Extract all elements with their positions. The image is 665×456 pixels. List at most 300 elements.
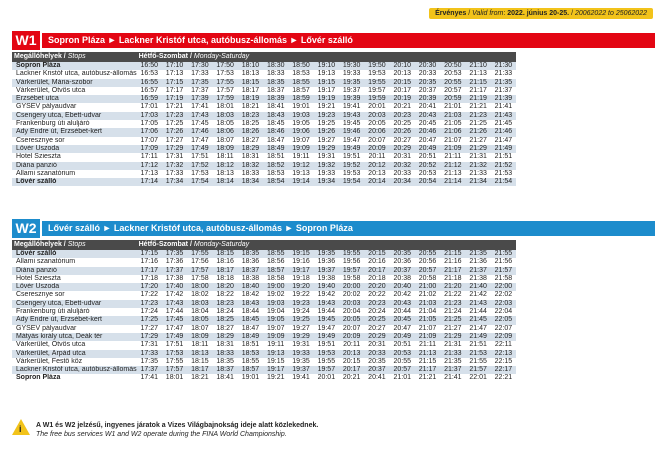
departure-time: 19:45 [314, 316, 339, 324]
departure-time: 20:05 [368, 120, 386, 128]
stop-name: GYSEV pályaudvar [16, 324, 77, 332]
note-line-en: The free bus services W1 and W2 operate during the FINA World Championship. [36, 431, 287, 438]
departure-time: 21:24 [444, 308, 462, 316]
departure-time: 18:51 [241, 341, 260, 349]
departure-time: 19:17 [263, 366, 288, 374]
table-row [12, 291, 516, 299]
departure-time: 19:17 [317, 86, 336, 94]
departure-time: 17:29 [162, 145, 187, 153]
departure-time: 19:24 [292, 308, 310, 316]
departure-time: 19:55 [364, 79, 389, 87]
departure-time: 19:41 [342, 103, 361, 111]
departure-time: 17:59 [213, 95, 238, 103]
departure-time: 18:54 [263, 178, 288, 186]
departure-time: 20:50 [440, 62, 465, 70]
departure-time: 18:32 [238, 162, 263, 170]
departure-time: 17:42 [165, 291, 184, 299]
departure-time: 20:15 [364, 250, 389, 258]
departure-time: 21:29 [440, 333, 465, 341]
departure-time: 18:49 [263, 145, 288, 153]
departure-time: 17:44 [165, 308, 184, 316]
departure-time: 18:35 [216, 357, 234, 365]
departure-time: 19:15 [288, 250, 313, 258]
table-row [12, 333, 516, 341]
departure-time: 18:15 [191, 357, 209, 365]
departure-time: 19:29 [288, 333, 313, 341]
departure-time: 20:03 [339, 300, 364, 308]
table-row [12, 112, 516, 120]
departure-time: 20:37 [418, 86, 437, 94]
departure-time: 19:55 [339, 250, 364, 258]
departure-time: 17:36 [165, 258, 184, 266]
departure-time: 18:27 [241, 136, 260, 144]
table-row [12, 258, 516, 266]
departure-time: 18:14 [213, 178, 238, 186]
departure-time: 18:16 [216, 258, 234, 266]
departure-time: 22:05 [491, 316, 516, 324]
departure-time: 19:55 [317, 357, 336, 365]
departure-time: 19:19 [314, 95, 339, 103]
departure-time: 21:06 [440, 128, 465, 136]
stop-name: GYSEV pályaudvar [16, 103, 77, 111]
departure-time: 18:42 [241, 291, 260, 299]
departure-time: 18:33 [241, 169, 260, 177]
departure-time: 21:39 [491, 95, 516, 103]
departure-time: 20:24 [368, 308, 386, 316]
departure-time: 17:15 [162, 79, 187, 87]
departure-time: 19:43 [339, 112, 364, 120]
departure-time: 17:25 [165, 120, 184, 128]
table-row [12, 103, 516, 111]
departure-time: 17:40 [162, 283, 187, 291]
departure-time: 18:09 [187, 333, 212, 341]
stop-name: Várkerület, Festő köz [16, 357, 83, 365]
departure-time: 18:57 [292, 86, 310, 94]
departure-time: 17:22 [140, 291, 159, 299]
departure-time: 21:35 [465, 250, 490, 258]
departure-time: 22:00 [491, 283, 516, 291]
departure-time: 20:42 [393, 291, 411, 299]
stop-name: Frankenburg úti aluljáró [16, 308, 90, 316]
departure-time: 17:57 [187, 267, 212, 275]
stop-name: Várkerület, Árpád utca [12, 350, 137, 358]
departure-time: 20:53 [444, 70, 462, 78]
departure-time: 18:24 [216, 308, 234, 316]
departure-time: 21:11 [444, 153, 462, 161]
departure-time: 20:55 [393, 357, 411, 365]
departure-time: 17:49 [162, 333, 187, 341]
table-row [12, 70, 516, 78]
departure-time: 17:58 [191, 274, 209, 282]
departure-time: 18:26 [238, 128, 263, 136]
departure-time: 21:15 [440, 250, 465, 258]
departure-time: 21:33 [494, 70, 513, 78]
departure-time: 20:46 [415, 128, 440, 136]
stop-name: Hotel Sziesztа [16, 274, 61, 282]
departure-time: 20:35 [368, 357, 386, 365]
departure-time: 18:45 [238, 316, 263, 324]
departure-time: 17:17 [165, 86, 184, 94]
stop-name: Frankenburg úti aluljáró [16, 120, 90, 128]
departure-time: 20:35 [390, 250, 415, 258]
departure-time: 20:55 [415, 250, 440, 258]
departure-time: 18:15 [238, 79, 263, 87]
departure-time: 17:53 [216, 70, 234, 78]
departure-time: 21:07 [418, 324, 437, 332]
departure-time: 20:02 [342, 291, 361, 299]
departure-time: 18:21 [191, 374, 209, 382]
note-line-hu: A W1 és W2 jelzésű, ingyenes járatok a Vizes Világbajnokság ideje alatt közlekednek. [36, 422, 319, 429]
departure-time: 20:09 [364, 145, 389, 153]
departure-time: 22:03 [491, 300, 516, 308]
departure-time: 21:16 [444, 258, 462, 266]
departure-time: 20:09 [339, 333, 364, 341]
departure-time: 18:09 [213, 145, 238, 153]
departure-time: 20:39 [415, 95, 440, 103]
departure-time: 22:01 [469, 374, 487, 382]
stop-name: Erzsébet utca [12, 95, 137, 103]
departure-time: 22:04 [494, 308, 513, 316]
table-row [12, 162, 516, 170]
departure-time: 18:41 [266, 103, 285, 111]
departure-time: 18:41 [216, 374, 234, 382]
departure-time: 20:29 [390, 145, 415, 153]
departure-time: 17:29 [137, 333, 162, 341]
departure-time: 18:29 [213, 333, 238, 341]
w2-stops-header: Megállóhelyek / Stops [12, 240, 137, 250]
departure-time: 17:30 [187, 62, 212, 70]
departure-time: 19:57 [314, 366, 339, 374]
departure-time: 21:35 [491, 79, 516, 87]
departure-time: 20:04 [342, 308, 361, 316]
departure-time: 21:47 [494, 136, 513, 144]
departure-time: 21:34 [465, 178, 490, 186]
table-row [12, 275, 516, 283]
departure-time: 18:01 [165, 374, 184, 382]
departure-time: 18:45 [266, 120, 285, 128]
departure-time: 21:21 [469, 103, 487, 111]
departure-time: 19:13 [292, 169, 310, 177]
departure-time: 19:37 [314, 267, 339, 275]
validity-range: 20062022 to 25062022 [574, 10, 647, 17]
departure-time: 19:38 [317, 274, 336, 282]
w2-timetable [12, 240, 516, 383]
departure-time: 21:37 [440, 366, 465, 374]
departure-time: 21:44 [469, 308, 487, 316]
stop-name: Hotel Sziesztа [16, 153, 61, 161]
departure-time: 17:43 [187, 112, 212, 120]
departure-time: 20:31 [393, 153, 411, 161]
departure-time: 19:14 [288, 178, 313, 186]
departure-time: 21:23 [440, 300, 465, 308]
stop-name: Lővér Uszoda [12, 145, 137, 153]
departure-time: 20:22 [368, 291, 386, 299]
departure-time: 19:18 [292, 274, 310, 282]
departure-time: 20:21 [393, 103, 411, 111]
departure-time: 20:14 [364, 178, 389, 186]
departure-time: 21:01 [393, 374, 411, 382]
departure-time: 21:29 [465, 145, 490, 153]
departure-time: 21:26 [465, 128, 490, 136]
departure-time: 18:13 [241, 70, 260, 78]
departure-time: 21:47 [469, 324, 487, 332]
departure-time: 18:21 [241, 103, 260, 111]
departure-time: 17:13 [140, 169, 159, 177]
departure-time: 19:49 [339, 145, 364, 153]
departure-time: 19:41 [292, 374, 310, 382]
departure-time: 19:25 [288, 316, 313, 324]
departure-time: 19:13 [317, 70, 336, 78]
departure-time: 17:20 [137, 283, 162, 291]
departure-time: 18:53 [266, 169, 285, 177]
departure-time: 17:38 [165, 274, 184, 282]
table-row [12, 128, 516, 136]
stop-name: Cseresznye sor [16, 136, 65, 144]
departure-time: 19:57 [368, 86, 386, 94]
departure-time: 17:34 [162, 178, 187, 186]
table-row [12, 95, 516, 103]
w1-stops-header: Megállóhelyek / Stops [12, 52, 137, 62]
departure-time: 18:40 [238, 283, 263, 291]
departure-time: 18:07 [216, 136, 234, 144]
departure-time: 21:38 [469, 274, 487, 282]
departure-time: 19:35 [292, 357, 310, 365]
departure-time: 20:57 [444, 86, 462, 94]
departure-time: 20:35 [415, 79, 440, 87]
departure-time: 18:57 [263, 267, 288, 275]
departure-time: 17:15 [137, 250, 162, 258]
departure-time: 20:36 [393, 258, 411, 266]
departure-time: 18:55 [263, 250, 288, 258]
departure-time: 20:29 [364, 333, 389, 341]
departure-time: 20:16 [368, 258, 386, 266]
table-row [12, 267, 516, 275]
departure-time: 18:10 [238, 62, 263, 70]
departure-time: 21:20 [440, 283, 465, 291]
stop-name: Lackner Kristóf utca, autóbusz-állomás [16, 70, 137, 78]
departure-time: 20:07 [368, 136, 386, 144]
departure-time: 20:41 [368, 374, 386, 382]
departure-time: 20:00 [339, 283, 364, 291]
table-row [12, 350, 516, 358]
departure-time: 19:09 [288, 145, 313, 153]
departure-time: 18:00 [187, 283, 212, 291]
w2-days-header: Hétfő-Szombat / Monday-Saturday [137, 240, 516, 250]
departure-time: 17:41 [191, 103, 209, 111]
table-row [12, 358, 516, 366]
departure-time: 18:43 [263, 112, 288, 120]
departure-time: 19:13 [263, 350, 288, 358]
stop-name: Állami szanatórium [16, 258, 76, 266]
departure-time: 21:09 [440, 145, 465, 153]
departure-time: 17:35 [187, 79, 212, 87]
stop-name: Cseresznye sor [16, 291, 65, 299]
stop-name: Állami szanatórium [16, 169, 76, 177]
table-row [12, 153, 516, 161]
departure-time: 20:32 [390, 162, 415, 170]
departure-time: 18:39 [263, 95, 288, 103]
departure-time: 18:43 [238, 300, 263, 308]
departure-time: 18:44 [241, 308, 260, 316]
departure-time: 20:52 [415, 162, 440, 170]
departure-time: 18:17 [241, 86, 260, 94]
departure-time: 19:53 [314, 350, 339, 358]
departure-time: 21:15 [418, 357, 437, 365]
departure-time: 19:03 [288, 112, 313, 120]
departure-time: 18:31 [216, 341, 234, 349]
departure-time: 22:21 [494, 374, 513, 382]
departure-time: 20:01 [317, 374, 336, 382]
departure-time: 18:52 [263, 162, 288, 170]
departure-time: 18:05 [187, 316, 212, 324]
w2-route-title: Lővér szálló ► Lackner Kristóf utca, autóbusz-állomás ► Sopron Pláza [48, 223, 353, 233]
departure-time: 17:35 [140, 357, 159, 365]
departure-time: 19:00 [263, 283, 288, 291]
departure-time: 17:57 [216, 86, 234, 94]
departure-time: 19:33 [317, 169, 336, 177]
departure-time: 21:07 [444, 136, 462, 144]
departure-time: 21:51 [469, 341, 487, 349]
departure-time: 20:27 [393, 136, 411, 144]
stop-name: Lővér Uszoda [12, 283, 137, 291]
departure-time: 20:45 [418, 120, 437, 128]
departure-time: 20:17 [364, 267, 389, 275]
departure-time: 19:31 [317, 153, 336, 161]
departure-time: 18:23 [213, 300, 238, 308]
departure-time: 18:59 [288, 95, 313, 103]
departure-time: 17:43 [162, 300, 187, 308]
table-row [12, 325, 516, 333]
departure-time: 21:01 [444, 103, 462, 111]
departure-time: 21:17 [415, 366, 440, 374]
departure-time: 22:11 [494, 341, 512, 349]
departure-time: 21:30 [491, 62, 516, 70]
departure-time: 16:59 [137, 95, 162, 103]
departure-time: 19:10 [314, 62, 339, 70]
table-row [12, 341, 516, 349]
departure-time: 21:32 [465, 162, 490, 170]
stop-name: Sopron Pláza [16, 374, 61, 382]
departure-time: 17:52 [187, 162, 212, 170]
departure-time: 18:20 [213, 283, 238, 291]
departure-time: 17:17 [137, 267, 162, 275]
departure-time: 21:31 [444, 341, 462, 349]
departure-time: 17:49 [187, 145, 212, 153]
departure-time: 19:40 [314, 283, 339, 291]
table-row [12, 366, 516, 374]
departure-time: 20:49 [390, 333, 415, 341]
departure-time: 19:23 [288, 300, 313, 308]
table-row [12, 178, 516, 186]
departure-time: 20:31 [368, 341, 386, 349]
w2-route-code: W2 [12, 219, 42, 238]
departure-time: 19:39 [339, 95, 364, 103]
departure-time: 20:43 [415, 112, 440, 120]
departure-time: 19:01 [241, 374, 260, 382]
departure-time: 19:05 [263, 316, 288, 324]
departure-time: 21:55 [491, 250, 516, 258]
departure-time: 20:33 [393, 169, 411, 177]
departure-time: 20:13 [393, 70, 411, 78]
stop-name: Csengery utca, Ebett-udvar [12, 112, 137, 120]
departure-time: 19:44 [317, 308, 336, 316]
departure-time: 17:14 [137, 178, 162, 186]
departure-time: 18:13 [187, 350, 212, 358]
departure-time: 17:53 [191, 169, 209, 177]
departure-time: 21:13 [469, 70, 487, 78]
departure-time: 19:56 [342, 258, 361, 266]
w1-route-banner [12, 33, 655, 48]
departure-time: 20:18 [368, 274, 386, 282]
departure-time: 19:04 [266, 308, 285, 316]
departure-time: 17:47 [165, 324, 184, 332]
departure-time: 17:13 [165, 70, 184, 78]
departure-time: 17:41 [140, 374, 159, 382]
departure-time: 18:37 [266, 86, 285, 94]
departure-time: 21:57 [491, 267, 516, 275]
departure-time: 21:52 [491, 162, 516, 170]
departure-time: 21:19 [465, 95, 490, 103]
departure-time: 19:57 [339, 267, 364, 275]
departure-time: 20:17 [393, 86, 411, 94]
w1-route-title: Sopron Pláza ► Lackner Kristóf utca, autóbusz-állomás ► Lővér szálló [48, 35, 353, 45]
departure-time: 19:36 [317, 258, 336, 266]
departure-time: 17:35 [162, 250, 187, 258]
departure-time: 17:09 [137, 145, 162, 153]
departure-time: 18:51 [266, 153, 285, 161]
departure-time: 21:15 [465, 79, 490, 87]
stop-name: Ady Endre út, Erzsébet-kert [12, 316, 137, 324]
departure-time: 17:55 [165, 357, 184, 365]
departure-time: 20:54 [415, 178, 440, 186]
departure-time: 21:03 [415, 300, 440, 308]
departure-time: 19:29 [314, 145, 339, 153]
departure-time: 20:44 [393, 308, 411, 316]
departure-time: 19:15 [266, 357, 285, 365]
w1-timetable [12, 52, 516, 186]
departure-time: 17:33 [191, 70, 209, 78]
departure-time: 21:02 [418, 291, 437, 299]
departure-time: 20:15 [342, 357, 361, 365]
departure-time: 18:23 [238, 112, 263, 120]
departure-time: 18:27 [216, 324, 234, 332]
departure-time: 21:57 [465, 366, 490, 374]
departure-time: 21:11 [419, 341, 437, 349]
stop-name: Sopron Pláza [12, 62, 137, 70]
departure-time: 19:17 [288, 267, 313, 275]
stop-name: Csengery utca, Ebett-udvar [12, 300, 137, 308]
departure-time: 19:02 [266, 291, 285, 299]
departure-time: 21:40 [465, 283, 490, 291]
departure-time: 20:05 [339, 316, 364, 324]
departure-time: 19:25 [317, 120, 336, 128]
validity-label: Érvényes [435, 10, 467, 17]
table-row [12, 283, 516, 291]
departure-time: 17:31 [140, 341, 159, 349]
stop-name: Lackner Kristóf utca, autóbusz-állomás [12, 366, 137, 374]
departure-time: 20:10 [390, 62, 415, 70]
departure-time: 18:35 [263, 79, 288, 87]
departure-time: 21:25 [440, 316, 465, 324]
departure-time: 19:47 [342, 136, 361, 144]
validity-badge: Érvényes / Valid from: 2022. június 20-25. / 20062022 to 25062022 [429, 8, 653, 19]
departure-time: 20:15 [390, 79, 415, 87]
departure-time: 21:51 [494, 153, 513, 161]
departure-time: 17:51 [191, 153, 209, 161]
table-row [12, 170, 516, 178]
departure-time: 18:29 [238, 145, 263, 153]
departure-time: 17:27 [165, 136, 184, 144]
